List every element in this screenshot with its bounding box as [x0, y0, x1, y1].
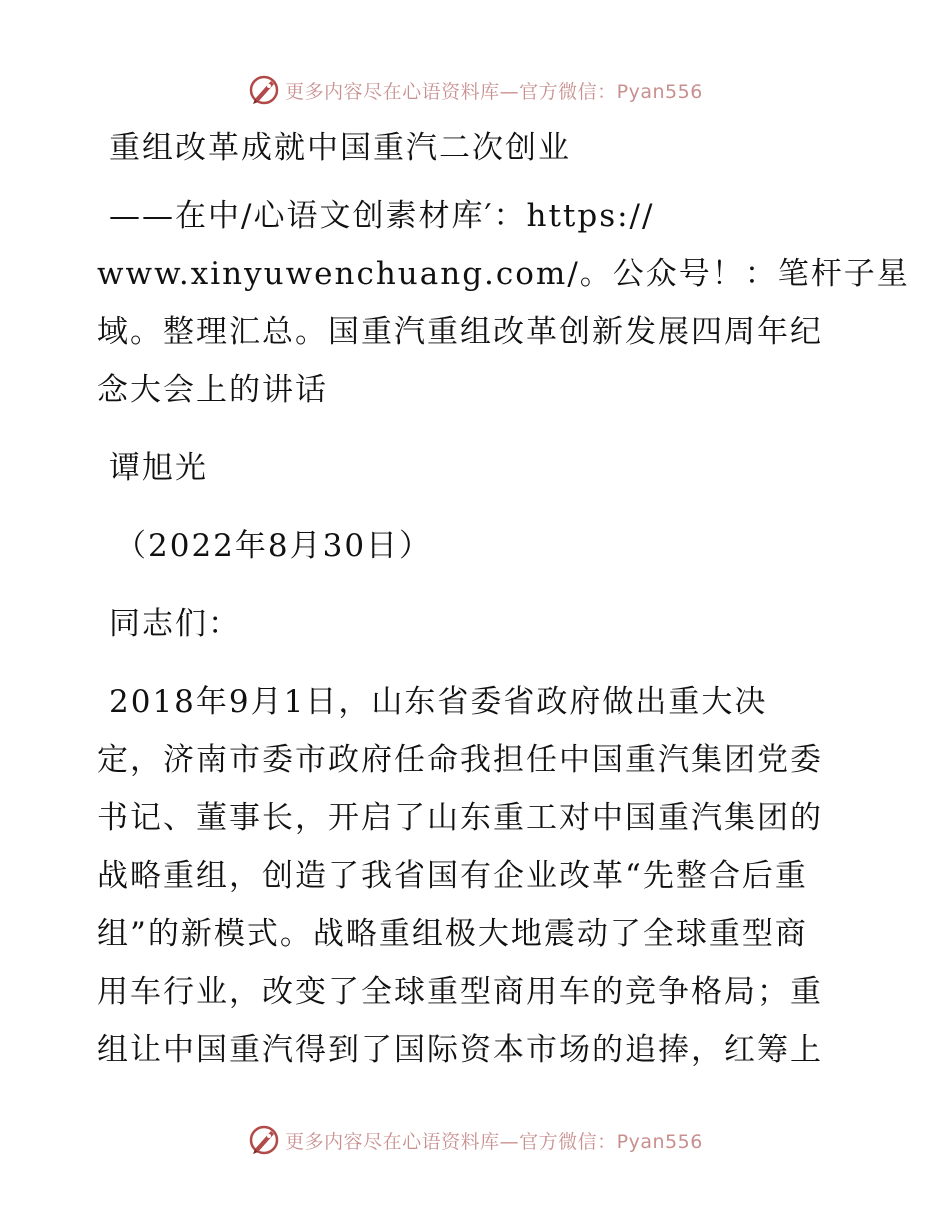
- subtitle-line: www.xinyuwenchuang.com/。公众号！：笔杆子星: [97, 256, 910, 292]
- banner-label: 更多内容尽在心语资料库—官方微信：: [285, 1130, 617, 1153]
- subtitle-line: ——在中/心语文创素材库′：https://: [109, 198, 655, 234]
- pen-logo-icon: [247, 73, 281, 107]
- paragraph-line: 战略重组，创造了我省国有企业改革“先整合后重: [97, 858, 808, 894]
- paragraph-line: 定，济南市委市政府任命我担任中国重汽集团党委: [97, 742, 823, 778]
- pen-logo-icon: [247, 1123, 281, 1157]
- subtitle-line: 念大会上的讲话: [97, 372, 328, 408]
- paragraph-line: 用车行业，改变了全球重型商用车的竞争格局；重: [97, 974, 823, 1010]
- banner-wechat-id: Pyan556: [616, 1130, 703, 1153]
- banner-text: [285, 77, 703, 104]
- document-body: [97, 125, 910, 1079]
- document-title: 重组改革成就中国重汽二次创业: [109, 130, 571, 166]
- paragraph-line: 书记、董事长，开启了山东重工对中国重汽集团的: [97, 800, 823, 836]
- paragraph-line: 2018年9月1日，山东省委省政府做出重大决: [109, 684, 768, 720]
- paragraph-line: 组让中国重汽得到了国际资本市场的追捧，红筹上: [97, 1032, 823, 1068]
- greeting: 同志们：: [109, 606, 241, 642]
- speech-date: （2022年8月30日）: [115, 528, 433, 564]
- banner-label: 更多内容尽在心语资料库—官方微信：: [285, 80, 617, 103]
- author-name: 谭旭光: [109, 450, 208, 486]
- header-banner: [0, 70, 950, 110]
- subtitle-line: 域。整理汇总。国重汽重组改革创新发展四周年纪: [97, 314, 823, 350]
- banner-text: [285, 1127, 703, 1154]
- footer-banner: [0, 1120, 950, 1160]
- banner-wechat-id: Pyan556: [616, 80, 703, 103]
- paragraph-line: 组”的新模式。战略重组极大地震动了全球重型商: [97, 916, 808, 952]
